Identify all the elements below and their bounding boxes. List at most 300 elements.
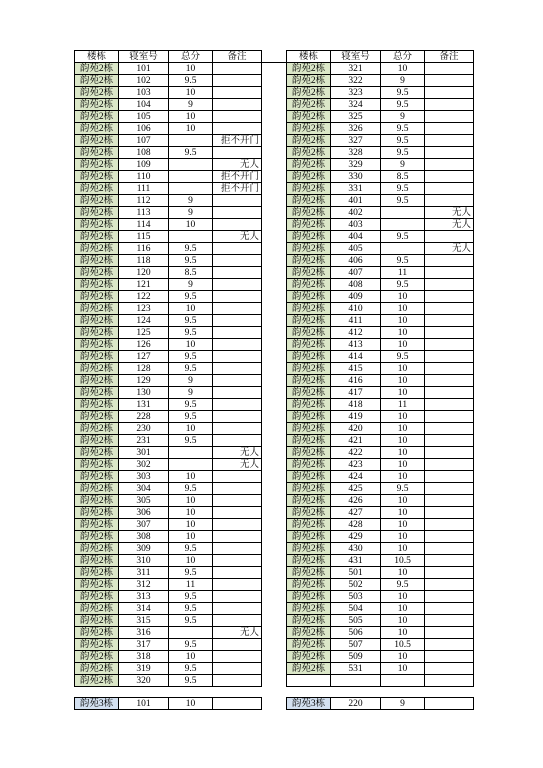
cell-room[interactable]: 317 (119, 639, 169, 651)
cell-score[interactable]: 9.5 (169, 543, 213, 555)
cell-score[interactable] (381, 207, 425, 219)
cell-room[interactable]: 403 (331, 219, 381, 231)
cell-building[interactable]: 韵苑2栋 (75, 75, 119, 87)
cell-building[interactable]: 韵苑2栋 (75, 267, 119, 279)
cell-room[interactable]: 401 (331, 195, 381, 207)
cell-building[interactable]: 韵苑2栋 (287, 459, 331, 471)
cell-note[interactable] (213, 339, 262, 351)
cell-building[interactable]: 韵苑2栋 (287, 567, 331, 579)
cell-note[interactable]: 无人 (213, 231, 262, 243)
cell-room[interactable]: 501 (331, 567, 381, 579)
cell-building[interactable]: 韵苑2栋 (75, 111, 119, 123)
cell-building[interactable]: 韵苑2栋 (75, 171, 119, 183)
cell-score[interactable]: 10.5 (381, 555, 425, 567)
cell-room[interactable]: 126 (119, 339, 169, 351)
cell-note[interactable] (213, 351, 262, 363)
cell-note[interactable] (213, 255, 262, 267)
cell-building[interactable]: 韵苑2栋 (75, 555, 119, 567)
cell-building[interactable]: 韵苑2栋 (287, 531, 331, 543)
cell-room[interactable]: 410 (331, 303, 381, 315)
cell-room[interactable]: 431 (331, 555, 381, 567)
cell-building[interactable]: 韵苑2栋 (75, 123, 119, 135)
cell-score[interactable]: 9.5 (381, 351, 425, 363)
cell-building[interactable]: 韵苑2栋 (287, 591, 331, 603)
cell-building[interactable]: 韵苑2栋 (75, 639, 119, 651)
cell-building[interactable]: 韵苑2栋 (287, 279, 331, 291)
cell-room[interactable]: 319 (119, 663, 169, 675)
cell-building[interactable]: 韵苑2栋 (287, 603, 331, 615)
cell-note[interactable]: 无人 (425, 207, 474, 219)
cell-score[interactable]: 10 (381, 327, 425, 339)
cell-building[interactable]: 韵苑3栋 (287, 698, 331, 710)
cell-note[interactable] (213, 147, 262, 159)
cell-building[interactable]: 韵苑2栋 (287, 291, 331, 303)
cell-note[interactable]: 无人 (425, 219, 474, 231)
cell-note[interactable] (425, 627, 474, 639)
cell-room[interactable]: 306 (119, 507, 169, 519)
cell-room[interactable]: 118 (119, 255, 169, 267)
cell-score[interactable]: 10 (381, 423, 425, 435)
cell-note[interactable] (425, 519, 474, 531)
cell-note[interactable] (425, 195, 474, 207)
cell-score[interactable]: 9.5 (381, 183, 425, 195)
cell-score[interactable] (381, 243, 425, 255)
cell-score[interactable]: 10 (381, 63, 425, 75)
cell-room[interactable]: 404 (331, 231, 381, 243)
cell-building[interactable]: 韵苑2栋 (75, 627, 119, 639)
cell-score[interactable]: 9.5 (169, 291, 213, 303)
cell-score[interactable]: 9 (169, 99, 213, 111)
cell-building[interactable]: 韵苑2栋 (287, 159, 331, 171)
header-note[interactable]: 备注 (213, 51, 262, 63)
cell-note[interactable] (213, 387, 262, 399)
cell-room[interactable]: 504 (331, 603, 381, 615)
cell-score[interactable]: 10 (381, 495, 425, 507)
cell-building[interactable]: 韵苑2栋 (75, 471, 119, 483)
cell-building[interactable]: 韵苑2栋 (75, 507, 119, 519)
cell-building[interactable]: 韵苑2栋 (75, 219, 119, 231)
cell-building[interactable]: 韵苑2栋 (287, 303, 331, 315)
cell-building[interactable]: 韵苑2栋 (75, 543, 119, 555)
cell-score[interactable]: 9.5 (169, 591, 213, 603)
cell-building[interactable]: 韵苑2栋 (287, 579, 331, 591)
cell-room[interactable]: 305 (119, 495, 169, 507)
cell-score[interactable]: 10 (169, 303, 213, 315)
cell-score[interactable]: 9.5 (381, 483, 425, 495)
cell-building[interactable]: 韵苑2栋 (287, 543, 331, 555)
cell-note[interactable] (425, 183, 474, 195)
cell-building[interactable]: 韵苑2栋 (287, 483, 331, 495)
cell-room[interactable]: 426 (331, 495, 381, 507)
cell-note[interactable] (425, 543, 474, 555)
cell-note[interactable] (425, 63, 474, 75)
cell-note[interactable]: 无人 (213, 447, 262, 459)
cell-note[interactable] (213, 663, 262, 675)
cell-room[interactable]: 422 (331, 447, 381, 459)
cell-note[interactable] (425, 267, 474, 279)
cell-room[interactable]: 416 (331, 375, 381, 387)
cell-note[interactable]: 无人 (213, 459, 262, 471)
cell-score[interactable]: 9.5 (381, 99, 425, 111)
cell-room[interactable]: 321 (331, 63, 381, 75)
cell-score[interactable] (381, 219, 425, 231)
cell-note[interactable] (213, 483, 262, 495)
cell-building[interactable]: 韵苑2栋 (75, 351, 119, 363)
cell-building[interactable]: 韵苑2栋 (75, 87, 119, 99)
cell-building[interactable]: 韵苑2栋 (75, 603, 119, 615)
cell-room[interactable]: 421 (331, 435, 381, 447)
cell-building[interactable]: 韵苑2栋 (287, 339, 331, 351)
cell-score[interactable] (169, 135, 213, 147)
cell-note[interactable] (425, 698, 474, 710)
cell-score[interactable]: 9.5 (381, 147, 425, 159)
cell-building[interactable]: 韵苑2栋 (75, 483, 119, 495)
cell-room[interactable]: 102 (119, 75, 169, 87)
cell-score[interactable]: 10 (169, 111, 213, 123)
cell-building[interactable]: 韵苑2栋 (287, 423, 331, 435)
cell-room[interactable]: 228 (119, 411, 169, 423)
cell-note[interactable] (425, 423, 474, 435)
cell-building[interactable]: 韵苑2栋 (75, 651, 119, 663)
cell-building[interactable]: 韵苑2栋 (287, 255, 331, 267)
cell-building[interactable]: 韵苑2栋 (75, 519, 119, 531)
cell-score[interactable]: 10 (381, 519, 425, 531)
cell-building[interactable]: 韵苑2栋 (287, 435, 331, 447)
cell-note[interactable] (213, 531, 262, 543)
cell-note[interactable] (425, 303, 474, 315)
cell-room[interactable]: 412 (331, 327, 381, 339)
cell-room[interactable]: 324 (331, 99, 381, 111)
cell-room[interactable]: 503 (331, 591, 381, 603)
cell-score[interactable] (169, 159, 213, 171)
cell-building[interactable]: 韵苑2栋 (287, 495, 331, 507)
cell-note[interactable] (213, 207, 262, 219)
cell-score[interactable]: 9.5 (381, 579, 425, 591)
cell-note[interactable] (213, 579, 262, 591)
cell-building[interactable]: 韵苑2栋 (287, 135, 331, 147)
header-building[interactable]: 楼栋 (287, 51, 331, 63)
cell-room[interactable]: 123 (119, 303, 169, 315)
cell-score[interactable]: 10 (169, 63, 213, 75)
cell-room[interactable]: 108 (119, 147, 169, 159)
cell-room[interactable]: 113 (119, 207, 169, 219)
cell-room[interactable]: 509 (331, 651, 381, 663)
cell-note[interactable] (213, 555, 262, 567)
cell-building[interactable]: 韵苑2栋 (287, 555, 331, 567)
cell-building[interactable]: 韵苑2栋 (287, 243, 331, 255)
cell-building[interactable]: 韵苑2栋 (75, 339, 119, 351)
cell-score[interactable]: 9.5 (169, 75, 213, 87)
cell-room[interactable]: 109 (119, 159, 169, 171)
cell-note[interactable] (425, 387, 474, 399)
cell-room[interactable]: 131 (119, 399, 169, 411)
cell-score[interactable]: 9 (381, 111, 425, 123)
cell-room[interactable]: 120 (119, 267, 169, 279)
cell-room[interactable]: 424 (331, 471, 381, 483)
cell-building[interactable]: 韵苑2栋 (75, 135, 119, 147)
cell-note[interactable] (425, 159, 474, 171)
cell-note[interactable] (425, 591, 474, 603)
cell-note[interactable]: 拒不开门 (213, 171, 262, 183)
cell-score[interactable]: 9.5 (169, 603, 213, 615)
cell-note[interactable]: 拒不开门 (213, 183, 262, 195)
cell-note[interactable] (213, 219, 262, 231)
cell-building[interactable]: 韵苑2栋 (75, 63, 119, 75)
cell-score[interactable]: 10.5 (381, 639, 425, 651)
cell-building[interactable]: 韵苑2栋 (287, 171, 331, 183)
cell-building[interactable]: 韵苑2栋 (287, 99, 331, 111)
cell-note[interactable] (213, 435, 262, 447)
cell-note[interactable] (425, 531, 474, 543)
cell-building[interactable]: 韵苑2栋 (287, 627, 331, 639)
cell-score[interactable]: 10 (169, 471, 213, 483)
cell-note[interactable] (425, 171, 474, 183)
cell-building[interactable]: 韵苑2栋 (75, 147, 119, 159)
cell-note[interactable] (213, 75, 262, 87)
cell-building[interactable]: 韵苑2栋 (287, 147, 331, 159)
cell-note[interactable] (425, 147, 474, 159)
cell-note[interactable] (425, 471, 474, 483)
cell-score[interactable]: 10 (169, 87, 213, 99)
cell-building[interactable]: 韵苑2栋 (75, 675, 119, 687)
header-note[interactable]: 备注 (425, 51, 474, 63)
cell-score[interactable] (169, 231, 213, 243)
cell-room[interactable]: 311 (119, 567, 169, 579)
cell-room[interactable]: 313 (119, 591, 169, 603)
cell-score[interactable]: 9.5 (169, 567, 213, 579)
cell-note[interactable] (213, 291, 262, 303)
cell-building[interactable]: 韵苑2栋 (75, 567, 119, 579)
cell-room[interactable]: 106 (119, 123, 169, 135)
cell-room[interactable]: 112 (119, 195, 169, 207)
header-score[interactable]: 总分 (381, 51, 425, 63)
cell-score[interactable]: 10 (381, 303, 425, 315)
cell-room[interactable]: 128 (119, 363, 169, 375)
cell-score[interactable]: 10 (381, 591, 425, 603)
cell-building[interactable]: 韵苑2栋 (75, 375, 119, 387)
cell-note[interactable] (213, 603, 262, 615)
cell-building[interactable]: 韵苑2栋 (75, 207, 119, 219)
cell-note[interactable] (213, 195, 262, 207)
cell-score[interactable]: 11 (169, 579, 213, 591)
cell-score[interactable]: 9.5 (169, 243, 213, 255)
cell-building[interactable]: 韵苑2栋 (287, 183, 331, 195)
cell-building[interactable]: 韵苑2栋 (287, 387, 331, 399)
cell-room[interactable]: 419 (331, 411, 381, 423)
cell-room[interactable]: 423 (331, 459, 381, 471)
cell-building[interactable]: 韵苑2栋 (75, 591, 119, 603)
cell-note[interactable] (425, 135, 474, 147)
cell-score[interactable]: 10 (169, 423, 213, 435)
cell-building[interactable]: 韵苑2栋 (287, 327, 331, 339)
cell-note[interactable] (425, 291, 474, 303)
cell-score[interactable]: 10 (381, 315, 425, 327)
cell-room[interactable]: 314 (119, 603, 169, 615)
cell-note[interactable] (425, 435, 474, 447)
cell-note[interactable] (425, 459, 474, 471)
header-room[interactable]: 寝室号 (119, 51, 169, 63)
cell-building[interactable]: 韵苑2栋 (287, 375, 331, 387)
cell-score[interactable]: 10 (169, 651, 213, 663)
cell-score[interactable]: 9.5 (169, 315, 213, 327)
cell-score[interactable]: 10 (381, 339, 425, 351)
cell-note[interactable] (425, 255, 474, 267)
cell-score[interactable]: 10 (381, 531, 425, 543)
cell-building[interactable]: 韵苑2栋 (287, 639, 331, 651)
cell-note[interactable] (213, 615, 262, 627)
cell-note[interactable] (425, 327, 474, 339)
cell-building[interactable]: 韵苑2栋 (75, 255, 119, 267)
cell-room[interactable]: 413 (331, 339, 381, 351)
cell-room[interactable]: 127 (119, 351, 169, 363)
cell-room[interactable]: 129 (119, 375, 169, 387)
cell-building[interactable]: 韵苑2栋 (75, 579, 119, 591)
cell-room[interactable]: 505 (331, 615, 381, 627)
cell-score[interactable]: 10 (381, 471, 425, 483)
cell-building[interactable]: 韵苑2栋 (75, 159, 119, 171)
cell-score[interactable] (169, 627, 213, 639)
cell-building[interactable]: 韵苑2栋 (75, 411, 119, 423)
cell-building[interactable]: 韵苑2栋 (75, 327, 119, 339)
cell-score[interactable]: 9 (169, 195, 213, 207)
cell-building[interactable]: 韵苑2栋 (287, 87, 331, 99)
cell-building[interactable]: 韵苑2栋 (287, 471, 331, 483)
cell-note[interactable]: 无人 (213, 159, 262, 171)
cell-score[interactable]: 9.5 (169, 363, 213, 375)
cell-note[interactable] (213, 543, 262, 555)
cell-score[interactable]: 9.5 (381, 135, 425, 147)
cell-building[interactable]: 韵苑2栋 (287, 363, 331, 375)
cell-building[interactable]: 韵苑2栋 (75, 231, 119, 243)
cell-building[interactable]: 韵苑3栋 (75, 698, 119, 710)
cell-building[interactable]: 韵苑2栋 (287, 75, 331, 87)
cell-building[interactable]: 韵苑2栋 (287, 351, 331, 363)
cell-room[interactable]: 506 (331, 627, 381, 639)
cell-note[interactable] (425, 231, 474, 243)
cell-note[interactable] (213, 411, 262, 423)
cell-building[interactable]: 韵苑2栋 (75, 423, 119, 435)
cell-note[interactable] (425, 339, 474, 351)
cell-building[interactable]: 韵苑2栋 (287, 519, 331, 531)
cell-room[interactable]: 220 (331, 698, 381, 710)
cell-building[interactable]: 韵苑2栋 (75, 615, 119, 627)
cell-building[interactable]: 韵苑2栋 (287, 219, 331, 231)
cell-note[interactable] (213, 99, 262, 111)
cell-building[interactable]: 韵苑2栋 (75, 183, 119, 195)
cell-room[interactable]: 304 (119, 483, 169, 495)
cell-room[interactable]: 301 (119, 447, 169, 459)
cell-note[interactable] (213, 63, 262, 75)
cell-room[interactable]: 409 (331, 291, 381, 303)
cell-building[interactable]: 韵苑2栋 (287, 651, 331, 663)
cell-building[interactable]: 韵苑2栋 (75, 459, 119, 471)
cell-score[interactable]: 10 (381, 411, 425, 423)
cell-score[interactable]: 9.5 (381, 87, 425, 99)
cell-note[interactable] (425, 615, 474, 627)
cell-room[interactable]: 407 (331, 267, 381, 279)
cell-score[interactable] (169, 459, 213, 471)
cell-room[interactable]: 105 (119, 111, 169, 123)
cell-room[interactable]: 430 (331, 543, 381, 555)
cell-score[interactable]: 9 (381, 159, 425, 171)
cell-score[interactable]: 11 (381, 399, 425, 411)
cell-note[interactable] (213, 303, 262, 315)
cell-room[interactable]: 114 (119, 219, 169, 231)
cell-note[interactable] (213, 567, 262, 579)
cell-building[interactable]: 韵苑2栋 (75, 399, 119, 411)
cell-room[interactable]: 428 (331, 519, 381, 531)
cell-note[interactable] (213, 87, 262, 99)
cell-room[interactable]: 531 (331, 663, 381, 675)
cell-room[interactable]: 408 (331, 279, 381, 291)
cell-note[interactable] (425, 639, 474, 651)
cell-note[interactable] (425, 483, 474, 495)
cell-building[interactable]: 韵苑2栋 (287, 63, 331, 75)
cell-note[interactable] (425, 123, 474, 135)
cell-score[interactable]: 9 (169, 279, 213, 291)
cell-building[interactable]: 韵苑2栋 (287, 411, 331, 423)
cell-score[interactable]: 10 (381, 615, 425, 627)
cell-building[interactable]: 韵苑2栋 (287, 231, 331, 243)
cell-room[interactable]: 405 (331, 243, 381, 255)
cell-room[interactable]: 107 (119, 135, 169, 147)
cell-note[interactable] (213, 471, 262, 483)
cell-room[interactable]: 308 (119, 531, 169, 543)
cell-building[interactable]: 韵苑2栋 (287, 507, 331, 519)
cell-note[interactable] (213, 399, 262, 411)
cell-room[interactable]: 116 (119, 243, 169, 255)
cell-building[interactable]: 韵苑2栋 (287, 123, 331, 135)
cell-note[interactable]: 无人 (213, 627, 262, 639)
cell-score[interactable]: 9.5 (381, 195, 425, 207)
cell-score[interactable]: 9.5 (169, 351, 213, 363)
cell-room[interactable]: 130 (119, 387, 169, 399)
cell-building[interactable]: 韵苑2栋 (287, 399, 331, 411)
cell-room[interactable]: 429 (331, 531, 381, 543)
cell-note[interactable] (425, 603, 474, 615)
cell-score[interactable]: 9.5 (169, 399, 213, 411)
cell-room[interactable]: 326 (331, 123, 381, 135)
cell-room[interactable]: 323 (331, 87, 381, 99)
cell-building[interactable]: 韵苑2栋 (287, 663, 331, 675)
cell-room[interactable]: 331 (331, 183, 381, 195)
cell-score[interactable]: 9.5 (381, 255, 425, 267)
cell-score[interactable]: 10 (381, 663, 425, 675)
cell-note[interactable] (213, 327, 262, 339)
cell-room[interactable] (331, 675, 381, 687)
cell-building[interactable]: 韵苑2栋 (75, 243, 119, 255)
cell-score[interactable]: 10 (169, 531, 213, 543)
cell-note[interactable] (425, 351, 474, 363)
cell-building[interactable]: 韵苑2栋 (75, 435, 119, 447)
cell-note[interactable] (425, 651, 474, 663)
cell-room[interactable]: 124 (119, 315, 169, 327)
cell-room[interactable]: 402 (331, 207, 381, 219)
cell-room[interactable]: 415 (331, 363, 381, 375)
cell-note[interactable] (213, 698, 262, 710)
cell-note[interactable] (425, 375, 474, 387)
cell-room[interactable]: 318 (119, 651, 169, 663)
cell-score[interactable]: 9.5 (169, 639, 213, 651)
cell-building[interactable]: 韵苑2栋 (75, 279, 119, 291)
cell-score[interactable]: 9.5 (169, 615, 213, 627)
cell-note[interactable] (213, 495, 262, 507)
cell-note[interactable] (213, 267, 262, 279)
cell-score[interactable]: 9.5 (381, 231, 425, 243)
cell-room[interactable]: 425 (331, 483, 381, 495)
cell-score[interactable]: 9.5 (381, 279, 425, 291)
cell-score[interactable]: 9 (169, 375, 213, 387)
